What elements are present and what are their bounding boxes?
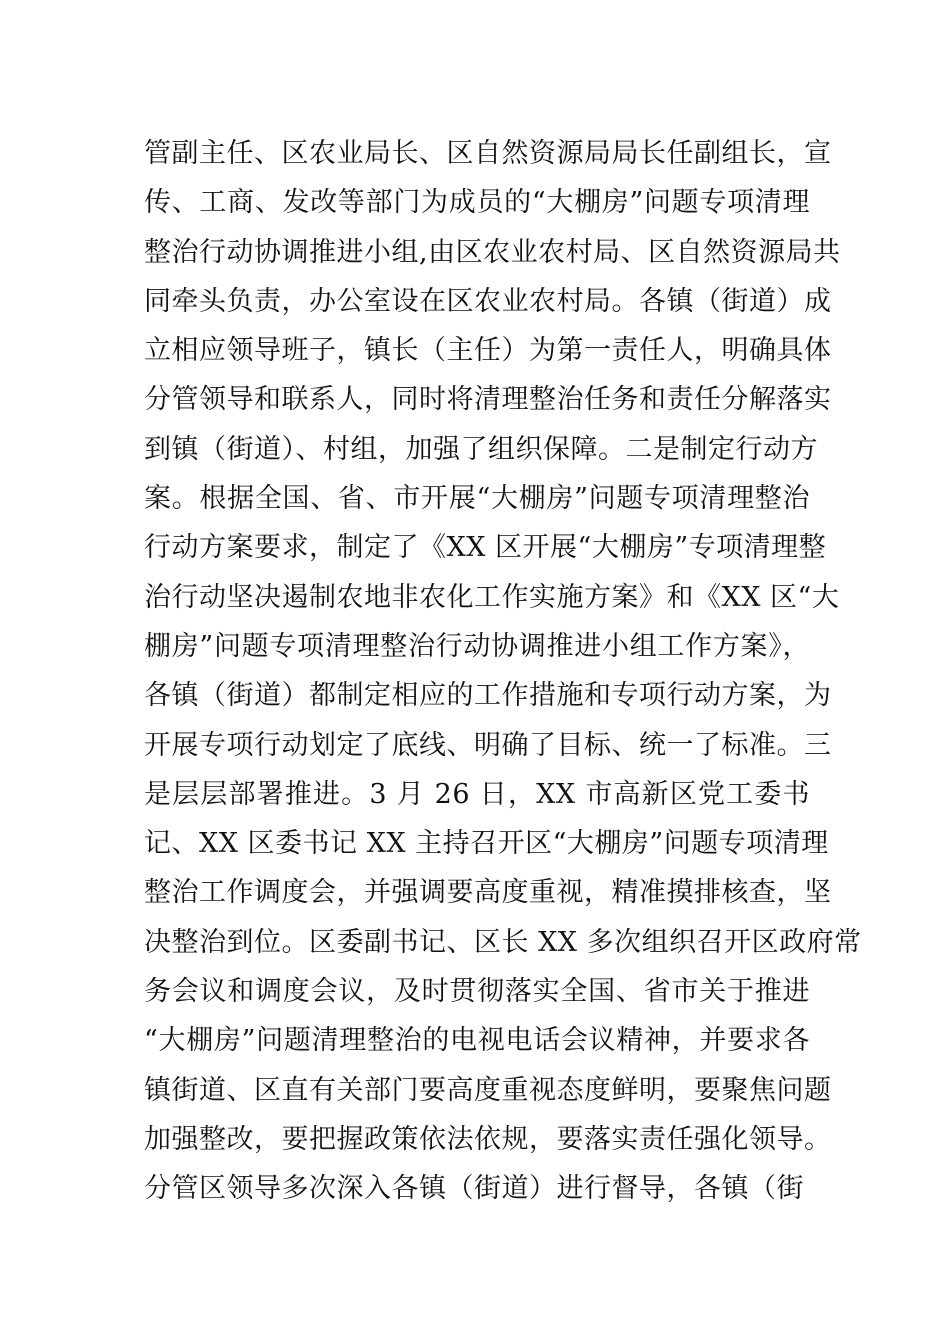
text-line: 各镇（街道）都制定相应的工作措施和专项行动方案，为 xyxy=(144,680,832,712)
text-line: 管副主任、区农业局长、区自然资源局局长任副组长，宣 xyxy=(144,138,832,169)
text-line: 行动方案要求，制定了《XX 区开展“大棚房”专项清理整 xyxy=(144,532,827,564)
text-line: 开展专项行动划定了底线、明确了目标、统一了标准。三 xyxy=(144,729,832,761)
text-line: “大棚房”问题清理整治的电视电话会议精神，并要求各 xyxy=(144,1025,810,1057)
text-line: 记、XX 区委书记 XX 主持召开区“大棚房”问题专项清理 xyxy=(144,828,829,860)
text-line: 棚房”问题专项清理整治行动协调推进小组工作方案》， xyxy=(144,630,810,662)
text-line: 加强整改，要把握政策依法依规，要落实责任强化领导。 xyxy=(144,1123,832,1155)
text-line: 同牵头负责，办公室设在区农业农村局。各镇（街道）成 xyxy=(144,285,832,317)
text-line: 到镇（街道）、村组，加强了组织保障。二是制定行动方 xyxy=(144,433,818,465)
text-line: 案。根据全国、省、市开展“大棚房”问题专项清理整治 xyxy=(144,483,810,515)
text-line: 是层层部署推进。3 月 26 日，XX 市高新区党工委书 xyxy=(144,778,810,810)
text-line: 治行动坚决遏制农地非农化工作实施方案》和《XX 区“大 xyxy=(144,581,840,613)
text-line: 传、工商、发改等部门为成员的“大棚房”问题专项清理 xyxy=(144,187,810,219)
body-text xyxy=(144,129,862,1214)
text-line: 决整治到位。区委副书记、区长 XX 多次组织召开区政府常 xyxy=(144,926,862,958)
text-line: 务会议和调度会议，及时贯彻落实全国、省市关于推进 xyxy=(144,976,810,1008)
text-line: 分管领导和联系人，同时将清理整治任务和责任分解落实 xyxy=(144,384,832,416)
text-line: 立相应领导班子，镇长（主任）为第一责任人，明确具体 xyxy=(144,335,832,367)
text-line: 分管区领导多次深入各镇（街道）进行督导，各镇（街 xyxy=(144,1173,804,1205)
text-line: 镇街道、区直有关部门要高度重视态度鲜明，要聚焦问题 xyxy=(144,1074,832,1106)
text-line: 整治行动协调推进小组,由区农业农村局、区自然资源局共 xyxy=(144,236,841,268)
text-line: 整治工作调度会，并强调要高度重视，精准摸排核查，坚 xyxy=(144,877,832,909)
